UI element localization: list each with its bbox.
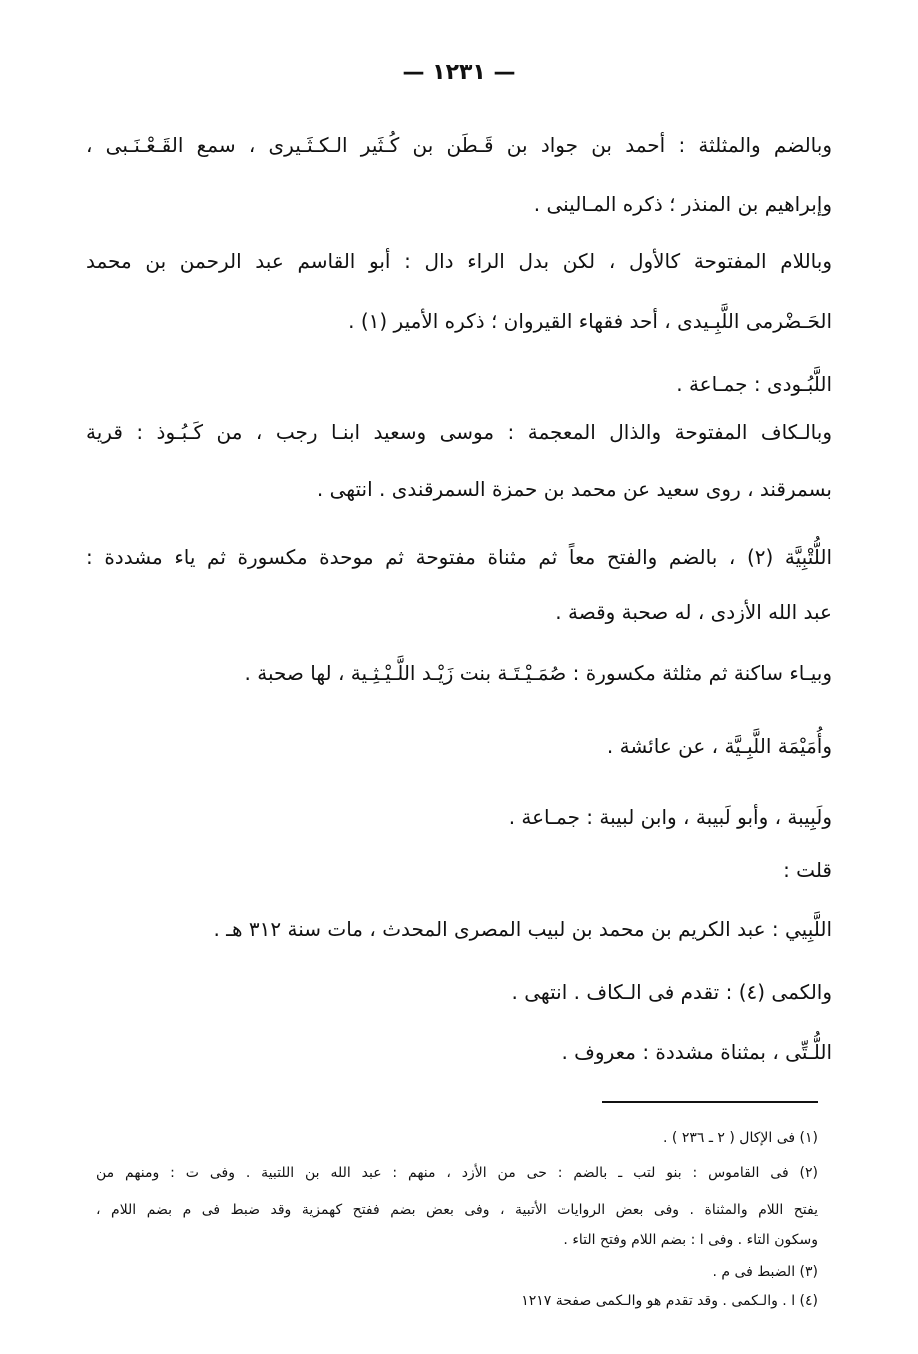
footnote-line: (٣) الضبط فى م . (712, 1264, 818, 1280)
text-line: والكمى (٤) : تقدم فى الـكاف . انتهى . (511, 980, 832, 1004)
text-line: قلت : (783, 858, 832, 882)
footnote-line: (١) فى الإكال ( ٢ ـ ٢٣٦ ) . (663, 1130, 818, 1146)
text-line: عبد الله الأزدى ، له صحبة وقصة . (555, 600, 832, 624)
text-line: ولَبِيبة ، وأبو لَبيبة ، وابن لبيبة : جمـاعة . (508, 805, 832, 829)
footnote-divider (602, 1101, 818, 1103)
footnote-line: وسكون التاء . وفى ا : بضم اللام وفتح التاء . (563, 1232, 818, 1248)
text-line: وبالـكاف المفتوحة والذال المعجمة : موسى وسعيد ابنـا رجب ، من كَـبُـوذ : قرية (86, 420, 832, 444)
footnote-line: يفتح اللام والمثناة . وفى بعض الروايات الأتبية ، وفى بعض بضم ففتح كهمزية وقد ضبط فى م بضم اللام ، (96, 1202, 818, 1218)
footnote-line: (٤) ا . والـكمى . وقد تقدم هو والـكمى صفحة ١٢١٧ (521, 1293, 818, 1309)
page-number: — ١٢٣١ — (402, 60, 516, 85)
text-line: الحَـضْرمى اللَّبِـيدى ، أحد فقهاء القيروان ؛ ذكره الأمير (١) . (348, 309, 832, 333)
text-line: وبالضم والمثلثة : أحمد بن جواد بن قَـطَن بن كُـثَير الـكـثَـيرى ، سمع القَـعْـنَـبى ، (86, 133, 832, 157)
text-line: وأُمَيْمَة اللَّبِـيَّة ، عن عائشة . (606, 734, 832, 758)
text-line: بسمرقند ، روى سعيد عن محمد بن حمزة السمرقندى . انتهى . (316, 477, 832, 501)
text-line: اللُّتْبِيَّة (٢) ، بالضم والفتح معاً ثم مثناة مفتوحة ثم موحدة مكسورة ثم ياء مشددة : (86, 545, 832, 569)
footnote-line: (٢) فى القاموس : بنو لتب ـ بالضم : حى من الأزد ، منهم : عبد الله بن اللتبية . وفى ت : ومنهم من (96, 1165, 818, 1181)
text-line: وبيـاء ساكنة ثم مثلثة مكسورة : صُمَـيْـتَـة بنت زَيْـد اللَّـيْـثِـية ، لها صحبة . (244, 661, 832, 685)
text-line: وباللام المفتوحة كالأول ، لكن بدل الراء دال : أبو القاسم عبد الرحمن بن محمد (86, 249, 832, 273)
text-line: وإبراهيم بن المنذر ؛ ذكره المـالينى . (533, 192, 832, 216)
text-line: اللُّـتِّى ، بمثناة مشددة : معروف . (561, 1040, 832, 1064)
text-line: اللَّبِيي : عبد الكريم بن محمد بن لبيب المصرى المحدث ، مات سنة ٣١٢ هـ . (213, 917, 832, 941)
text-line: اللَّبُـودى : جمـاعة . (676, 372, 832, 396)
